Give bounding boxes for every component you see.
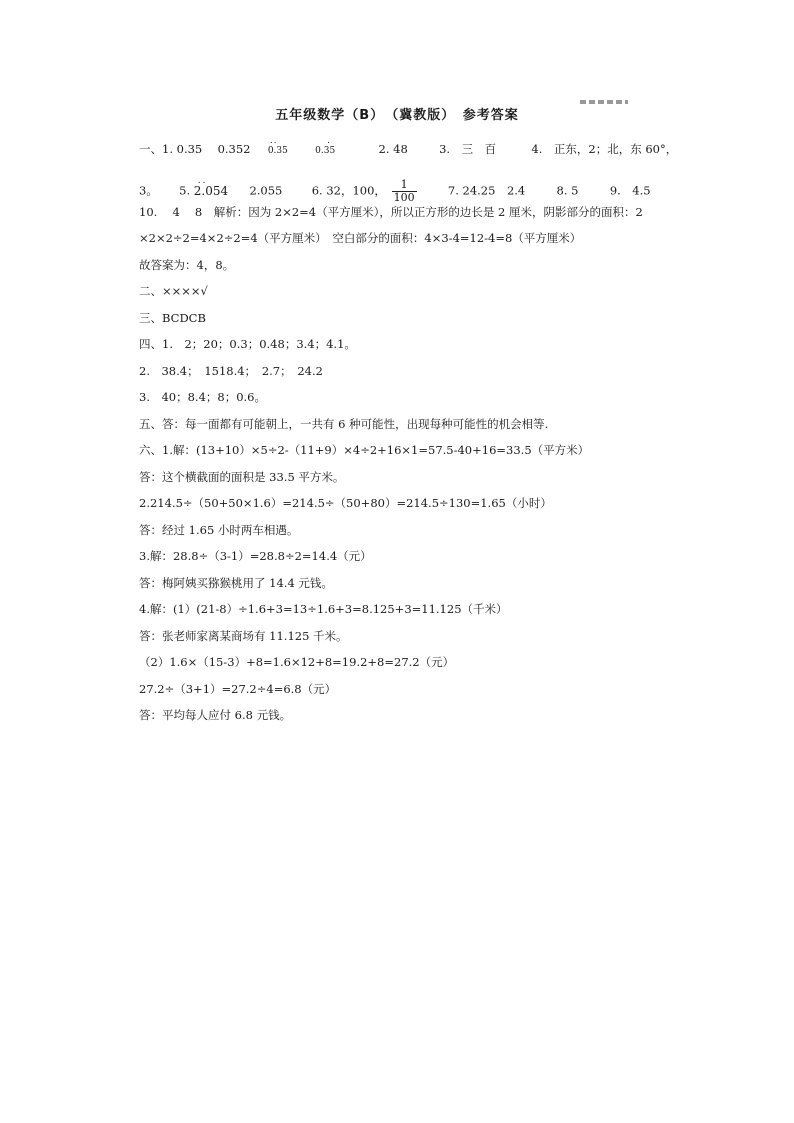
answer-line-2 [139,175,651,204]
answer-1-2: 2. 48 [378,142,408,156]
answer-1-10-cont: ×2×2÷2=4×2÷2=4（平方厘米） 空白部分的面积：4×3-4=12-4=8（平方厘米） [139,231,582,245]
section-6-line-5: 3.解：28.8÷（3-1）=28.8÷2=14.4（元） [139,549,372,563]
section-1-label: 一、1. [139,142,173,156]
section-6-line-7: 4.解：(1）(21-8）÷1.6+3=13÷1.6+3=8.125+3=11.125（千米） [139,602,508,616]
answer-1-10-result: 故答案为：4，8。 [139,258,235,272]
fraction-denominator: 100 [393,191,415,204]
section-6-line-2: 答：这个横截面的面积是 33.5 平方米。 [139,470,345,484]
answer-1-1d [315,136,336,159]
section-6-line-3: 2.214.5÷（50+50×1.6）=214.5÷（50+80）=214.5÷130=1.65（小时） [139,496,552,510]
answer-1-9: 9. 4.5 [609,183,651,198]
answer-1-3: 3. 三 百 [439,142,497,156]
page-title: 五年级数学（B） （冀教版） 参考答案 [275,108,519,123]
answer-1-5-label: 5. [179,183,191,198]
answer-1-6: 6. 32，100， [311,183,386,198]
section-5-answer: 五、答：每一面都有可能朝上，一共有 6 种可能性，出现每种可能性的机会相等. [139,417,549,431]
repeat-dots: .. [197,175,208,186]
answer-1-4: 4. 正东，2；北，东 60°， [531,142,678,156]
answer-1-7: 7. 24.25 2.4 [447,183,526,198]
section-2-answer: 二、××××√ [139,284,208,298]
section-6-line-1: 六、1.解：(13+10）×5÷2-（11+9）×4÷2+16×1=57.5-40+16=33.5（平方米） [139,443,590,457]
answer-1-1c-value: 0.35 [267,146,288,156]
answer-1-1b: 0.352 [217,142,251,156]
section-4-line-1: 四、1. 2；20；0.3；0.48；3.4；4.1。 [139,337,356,351]
answer-1-4-cont: 3。 [139,183,158,198]
section-6-line-4: 答：经过 1.65 小时两车相遇。 [139,523,299,537]
fraction [392,179,417,204]
answer-1-10: 10. 4 8 解析：因为 2×2=4（平方厘米），所以正方形的边长是 2 厘米，阴影部分的面积：2 [139,205,643,219]
repeat-dots: .. [269,136,278,146]
answer-1-1a: 0.35 [176,142,203,156]
answer-1-1d-value: 0.35 [315,146,336,156]
answer-line-1 [139,136,678,159]
answer-1-5a [193,175,229,199]
answer-1-5a-value: 2.054 [193,183,229,198]
answer-1-1c [267,136,288,159]
fraction-numerator: 1 [392,179,417,192]
section-4-line-3: 3. 40；8.4；8；0.6。 [139,390,266,404]
section-3-answer: 三、BCDCB [139,311,206,325]
section-6-line-11: 答：平均每人应付 6.8 元钱。 [139,708,292,722]
section-6-line-8: 答：张老师家离某商场有 11.125 千米。 [139,629,348,643]
answer-1-5b: 2.055 [249,183,283,198]
section-6-line-6: 答：梅阿姨买猕猴桃用了 14.4 元钱。 [139,576,333,590]
section-4-line-2: 2. 38.4； 1518.4； 2.7； 24.2 [139,364,323,378]
section-6-line-10: 27.2÷（3+1）=27.2÷4=6.8（元） [139,682,337,696]
repeat-dot: . [327,136,332,146]
answer-1-8: 8. 5 [556,183,579,198]
section-6-line-9: （2）1.6×（15-3）+8=1.6×12+8=19.2+8=27.2（元） [139,655,455,669]
